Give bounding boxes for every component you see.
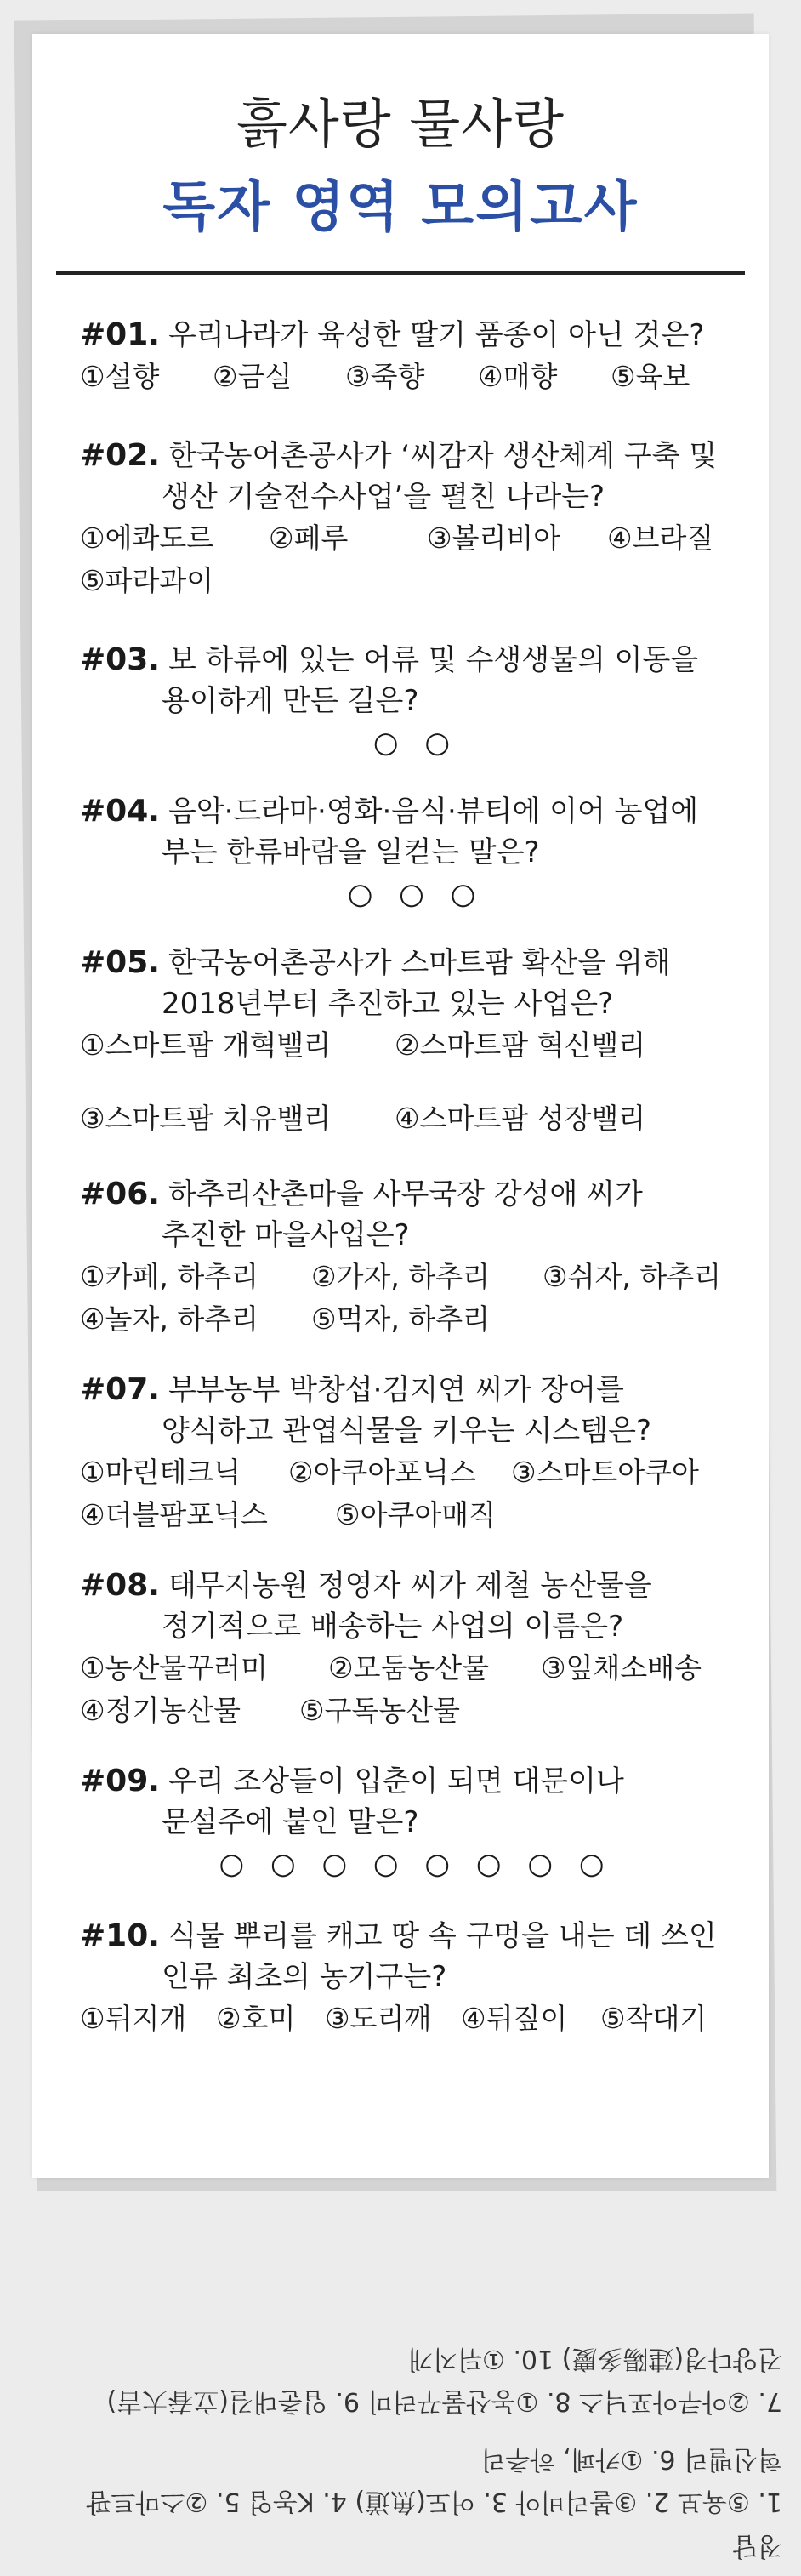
option: ④뒤짚이 bbox=[461, 2002, 568, 2035]
question-02 bbox=[80, 436, 752, 602]
option: ⑤파라과이 bbox=[80, 564, 214, 597]
answer-line: 건양다경(建陽多慶) 10. ①뒤지개 bbox=[408, 2344, 782, 2374]
option: ①뒤지개 bbox=[80, 2002, 187, 2035]
answer-key bbox=[0, 2191, 801, 2576]
option: ①농산물꾸러미 bbox=[80, 1651, 268, 1684]
question-03 bbox=[80, 640, 752, 764]
question-number: #03. bbox=[80, 642, 160, 677]
option-list bbox=[80, 1998, 752, 2040]
option-list bbox=[80, 1298, 752, 1341]
question-10 bbox=[80, 1916, 752, 2040]
question-06 bbox=[80, 1174, 752, 1341]
question-number: #07. bbox=[80, 1372, 160, 1407]
option: ⑤작대기 bbox=[600, 2002, 707, 2035]
question-text: 우리나라가 육성한 딸기 품종이 아닌 것은? bbox=[168, 318, 705, 352]
question-text: 부부농부 박창섭·김지연 씨가 장어를 bbox=[168, 1373, 624, 1407]
option: ②가자, 하추리 bbox=[311, 1260, 490, 1293]
question-text: 용이하게 만든 길은? bbox=[162, 684, 419, 718]
question-07 bbox=[80, 1370, 752, 1536]
option: ④스마트팜 성장밸리 bbox=[395, 1102, 646, 1135]
option-list bbox=[80, 560, 752, 602]
question-number: #04. bbox=[80, 794, 160, 829]
answer-label: 정답 bbox=[733, 2531, 782, 2561]
option-list bbox=[80, 1690, 752, 1732]
option: ②아쿠아포닉스 bbox=[288, 1456, 476, 1489]
option: ④브라질 bbox=[607, 521, 714, 555]
question-text: 문설주에 붙인 말은? bbox=[162, 1805, 419, 1839]
option: ③쉬자, 하추리 bbox=[543, 1260, 721, 1293]
option: ④매향 bbox=[478, 360, 558, 393]
option-list bbox=[80, 1451, 752, 1494]
option: ③스마트아쿠아 bbox=[511, 1456, 699, 1489]
question-text: 한국농어촌공사가 ‘씨감자 생산체계 구축 및 bbox=[168, 439, 718, 473]
option: ①카페, 하추리 bbox=[80, 1260, 258, 1293]
question-text: 인류 최초의 농기구는? bbox=[162, 1960, 447, 1994]
question-text: 추진한 마을사업은? bbox=[162, 1218, 410, 1252]
option-list bbox=[80, 1024, 752, 1067]
option: ①스마트팜 개혁밸리 bbox=[80, 1029, 332, 1062]
page-title: 독자 영역 모의고사 bbox=[162, 176, 639, 239]
option: ⑤육보 bbox=[611, 360, 690, 393]
option-list bbox=[80, 1256, 752, 1298]
option: ①에콰도르 bbox=[80, 521, 214, 555]
question-text: 생산 기술전수사업’을 펼친 나라는? bbox=[162, 480, 605, 514]
option: ②스마트팜 혁신밸리 bbox=[395, 1029, 646, 1062]
option: ②금실 bbox=[213, 360, 293, 393]
option-list bbox=[80, 356, 752, 398]
option-list bbox=[80, 1097, 752, 1140]
question-text: 하추리산촌마을 사무국장 강성애 씨가 bbox=[168, 1177, 643, 1211]
option: ①마린테크닉 bbox=[80, 1456, 241, 1489]
question-text: 부는 한류바람을 일컫는 말은? bbox=[162, 835, 540, 869]
question-number: #01. bbox=[80, 317, 160, 352]
option: ④놀자, 하추리 bbox=[80, 1302, 258, 1336]
question-08 bbox=[80, 1565, 752, 1732]
question-05 bbox=[80, 943, 752, 1140]
question-text: 2018년부터 추진하고 있는 사업은? bbox=[162, 987, 614, 1021]
question-text: 정기적으로 배송하는 사업의 이름은? bbox=[162, 1610, 624, 1644]
option-list bbox=[80, 1494, 752, 1536]
question-number: #06. bbox=[80, 1177, 160, 1211]
option-list bbox=[80, 517, 752, 560]
question-text: 양식하고 관엽식물을 키우는 시스템은? bbox=[162, 1414, 651, 1448]
option: ③잎채소배송 bbox=[541, 1651, 702, 1684]
question-09 bbox=[80, 1761, 752, 1885]
option: ②모둠농산물 bbox=[328, 1651, 489, 1684]
question-number: #08. bbox=[80, 1568, 160, 1603]
option: ③볼리비아 bbox=[427, 521, 561, 555]
question-number: #09. bbox=[80, 1764, 160, 1798]
question-04 bbox=[80, 791, 752, 915]
question-text: 우리 조상들이 입춘이 되면 대문이나 bbox=[168, 1764, 624, 1798]
answer-blanks: ○ ○ ○ bbox=[347, 877, 485, 911]
option: ④더블팜포닉스 bbox=[80, 1498, 268, 1531]
question-text: 태무지농원 정영자 씨가 제철 농산물을 bbox=[168, 1569, 652, 1603]
question-number: #05. bbox=[80, 945, 160, 980]
page-subtitle: 흙사랑 물사랑 bbox=[236, 93, 565, 155]
option: ④정기농산물 bbox=[80, 1694, 241, 1727]
question-text: 식물 뿌리를 캐고 땅 속 구멍을 내는 데 쓰인 bbox=[168, 1919, 717, 1953]
answer-line: 1. ⑤육보 2. ③볼리비아 3. 어도(魚道) 4. K농업 5. ②스마트팜 bbox=[86, 2487, 782, 2516]
question-number: #02. bbox=[80, 438, 160, 473]
option: ③스마트팜 치유밸리 bbox=[80, 1102, 332, 1135]
option-list bbox=[80, 1647, 752, 1690]
quiz-sheet bbox=[32, 34, 769, 2178]
option: ①설향 bbox=[80, 360, 160, 393]
option: ②페루 bbox=[269, 521, 349, 555]
option: ⑤먹자, 하추리 bbox=[311, 1302, 490, 1336]
option: ⑤아쿠아매직 bbox=[335, 1498, 496, 1531]
answer-blanks: ○ ○ ○ ○ ○ ○ ○ ○ bbox=[219, 1847, 613, 1881]
question-text: 음악·드라마·영화·음식·뷰티에 이어 농업에 bbox=[168, 795, 699, 829]
option: ③도리깨 bbox=[325, 2002, 432, 2035]
question-number: #10. bbox=[80, 1918, 160, 1953]
answer-line: 혁신밸리 6. ①카페, 하추리 bbox=[480, 2444, 782, 2474]
answer-blanks: ○ ○ bbox=[372, 726, 459, 760]
option: ③죽향 bbox=[345, 360, 425, 393]
option: ②호미 bbox=[216, 2002, 296, 2035]
question-01 bbox=[80, 315, 752, 398]
answer-line: 7. ②아쿠아포닉스 8. ①농산물꾸러미 9. 입춘대길(立春大吉) bbox=[106, 2386, 782, 2416]
question-text: 보 하류에 있는 어류 및 수생생물의 이동을 bbox=[168, 643, 699, 677]
option: ⑤구독농산물 bbox=[299, 1694, 460, 1727]
title-divider bbox=[56, 271, 745, 275]
question-text: 한국농어촌공사가 스마트팜 확산을 위해 bbox=[168, 946, 671, 980]
